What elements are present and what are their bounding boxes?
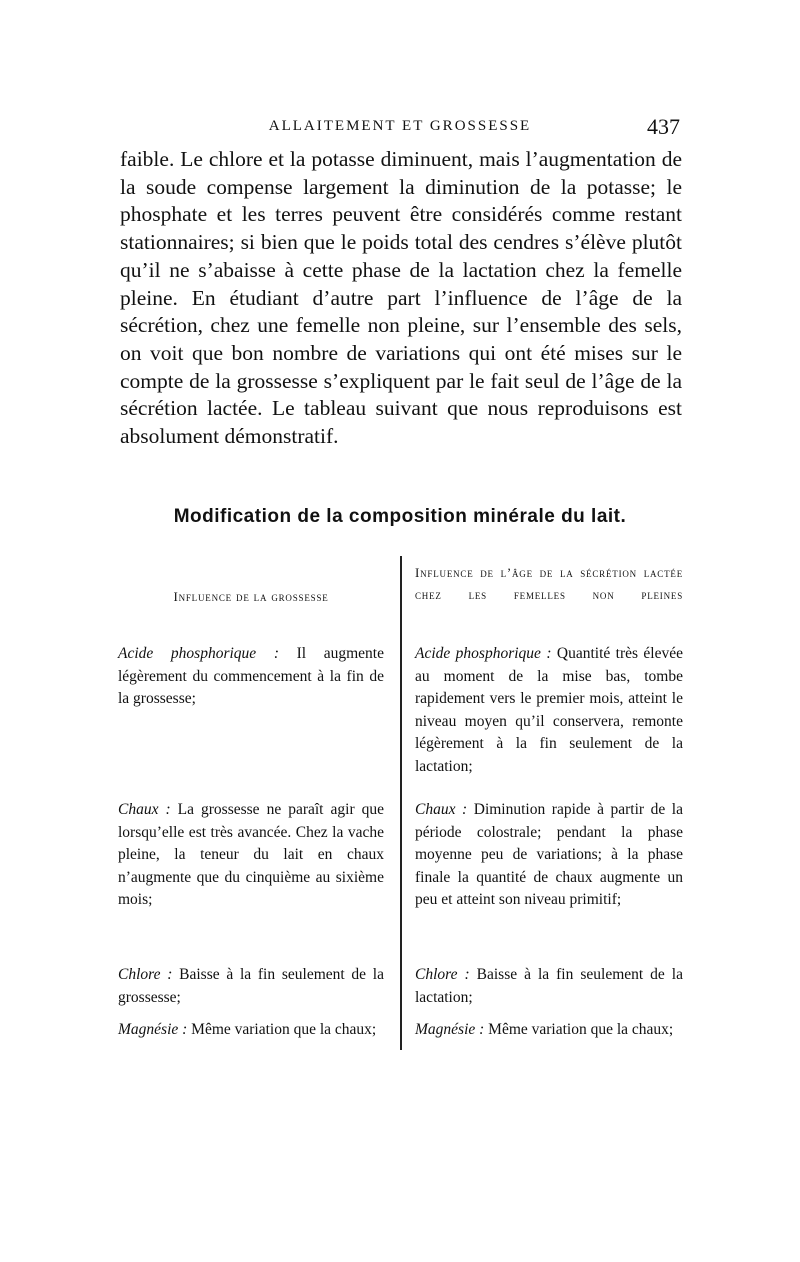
right-column-header: Influence de l’âge de la sécrétion lactée chez les femelles non pleines bbox=[415, 565, 683, 602]
body-paragraph: faible. Le chlore et la potasse diminuent, mais l’augmentation de la soude compense largement la diminution de la potasse; le phosphate et les terres peuvent être considérés comme restant stationnaires; si bien que le poids total des cendres s’élève plutôt qu’il ne s’abaisse à cette phase de la lactation chez la femelle pleine. En étudiant d’autre part l’influence de l’âge de la sécrétion, chez une femelle non pleine, sur l’ensemble des sels, on voit que bon nombre de variations qui ont été mises sur le compte de la grossesse s’expliquent par le fait seul de l’âge de la sécrétion lactée. Le tableau suivant que nous reproduisons est absolument démonstratif. bbox=[120, 147, 682, 449]
right-entry-chaux bbox=[415, 799, 683, 912]
entry-label: Magnésie : bbox=[118, 1021, 188, 1038]
entry-text: Même variation que la chaux; bbox=[488, 1021, 674, 1038]
left-entry-acide-phosphorique bbox=[118, 643, 384, 711]
entry-label: Chlore : bbox=[118, 966, 173, 983]
left-column-header: Influence de la grossesse bbox=[173, 589, 329, 604]
entry-text: La grossesse ne paraît agir que lorsqu’elle est très avancée. Chez la vache pleine, la teneur du lait en chaux n’augmente que du cinquième au sixième mois; bbox=[118, 801, 384, 908]
left-column bbox=[118, 566, 384, 1066]
entry-text: Baisse à la fin seulement de la grossesse; bbox=[118, 966, 384, 1006]
entry-label: Chaux : bbox=[118, 801, 171, 818]
right-entry-magnesie bbox=[415, 1019, 683, 1042]
entry-text: Quantité très élevée au moment de la mise bas, tombe rapidement vers le premier mois, atteint le niveau moyen qu’il conservera, remonte légèrement à la fin seulement de la lactation; bbox=[415, 645, 684, 775]
right-entry-chlore bbox=[415, 964, 683, 1009]
entry-text: Baisse à la fin seulement de la lactation; bbox=[415, 966, 683, 1006]
left-entry-chaux bbox=[118, 799, 384, 912]
entry-label: Chaux : bbox=[415, 801, 468, 818]
column-divider bbox=[400, 556, 402, 1050]
running-title: ALLAITEMENT ET GROSSESSE bbox=[268, 118, 532, 134]
entry-text: Diminution rapide à partir de la période colostrale; pendant la phase moyenne peu de variations; à la phase finale la quantité de chaux augmente un peu et atteint son niveau primitif; bbox=[415, 801, 683, 908]
right-entry-acide-phosphorique bbox=[415, 643, 683, 778]
left-entry-chlore bbox=[118, 964, 384, 1009]
entry-label: Acide phosphorique : bbox=[118, 645, 279, 662]
running-head bbox=[120, 114, 680, 144]
entry-label: Magnésie : bbox=[415, 1021, 485, 1038]
entry-label: Acide phosphorique : bbox=[415, 645, 552, 662]
entry-text: Il augmente légèrement du commencement à la fin de la grossesse; bbox=[118, 645, 384, 707]
table-title: Modification de la composition minérale du lait. bbox=[173, 506, 627, 527]
right-column bbox=[415, 562, 683, 1072]
entry-text: Même variation que la chaux; bbox=[191, 1021, 377, 1038]
page-number: 437 bbox=[647, 114, 680, 139]
entry-label: Chlore : bbox=[415, 966, 470, 983]
left-entry-magnesie bbox=[118, 1019, 384, 1042]
